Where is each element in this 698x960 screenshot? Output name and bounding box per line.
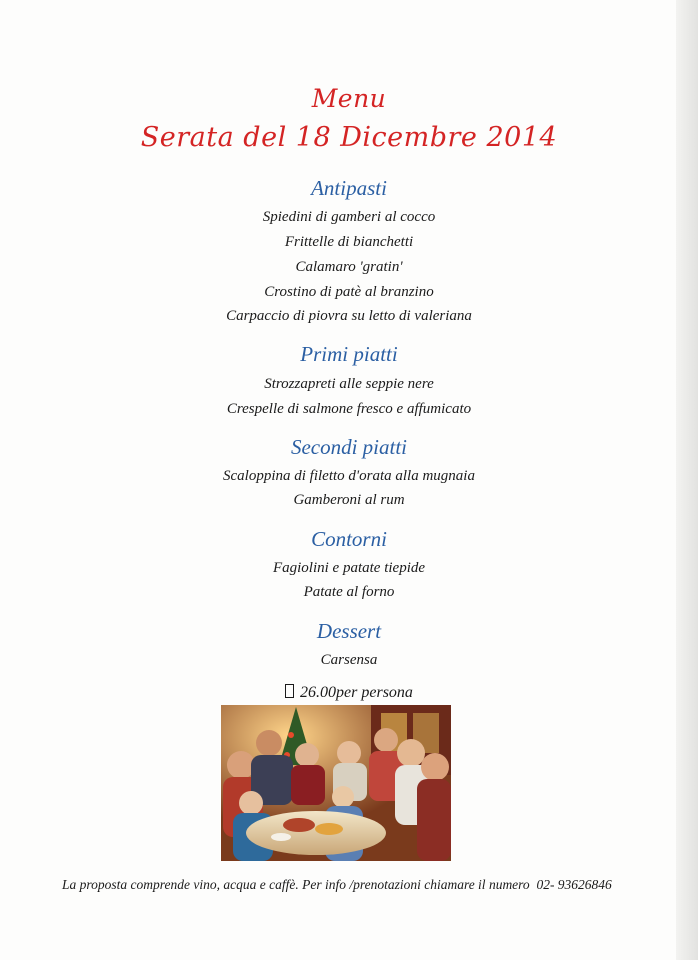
menu-title: Menu (311, 84, 387, 113)
menu-item: Calamaro 'gratin' (295, 259, 403, 275)
menu-item: Spiedini di gamberi al cocco (262, 209, 436, 225)
euro-symbol-icon (285, 684, 294, 698)
menu-item: Carpaccio di piovra su letto di valeriana (226, 308, 472, 324)
menu-item: Crostino di patè al branzino (264, 284, 434, 300)
footer-note (62, 877, 642, 893)
menu-item: Patate al forno (303, 584, 395, 600)
menu-item: Gamberoni al rum (293, 492, 405, 508)
menu-item: Strozzapreti alle seppie nere (264, 376, 434, 392)
section-heading-primi: Primi piatti (300, 342, 398, 366)
footer-text: La proposta comprende vino, acqua e caffè. Per info /prenotazioni chiamare il numero (62, 877, 530, 892)
price-line (0, 684, 698, 702)
section-heading-antipasti: Antipasti (311, 176, 387, 200)
price-amount: 26.00 (300, 684, 337, 701)
menu-item: Scaloppina di filetto d'orata alla mugnaia (223, 468, 475, 484)
section-heading-dessert: Dessert (316, 619, 382, 643)
menu-item: Crespelle di salmone fresco e affumicato (226, 401, 472, 417)
menu-item: Fagiolini e patate tiepide (272, 560, 426, 576)
section-heading-secondi: Secondi piatti (290, 435, 408, 459)
menu-item: Frittelle di bianchetti (284, 234, 414, 250)
menu-item: Carsensa (320, 652, 378, 668)
menu-date: Serata del 18 Dicembre 2014 (140, 122, 558, 153)
section-heading-contorni: Contorni (311, 527, 387, 551)
family-dinner-photo (221, 705, 451, 861)
footer-phone: 02- 93626846 (536, 877, 612, 892)
price-unit: per persona (336, 684, 413, 701)
